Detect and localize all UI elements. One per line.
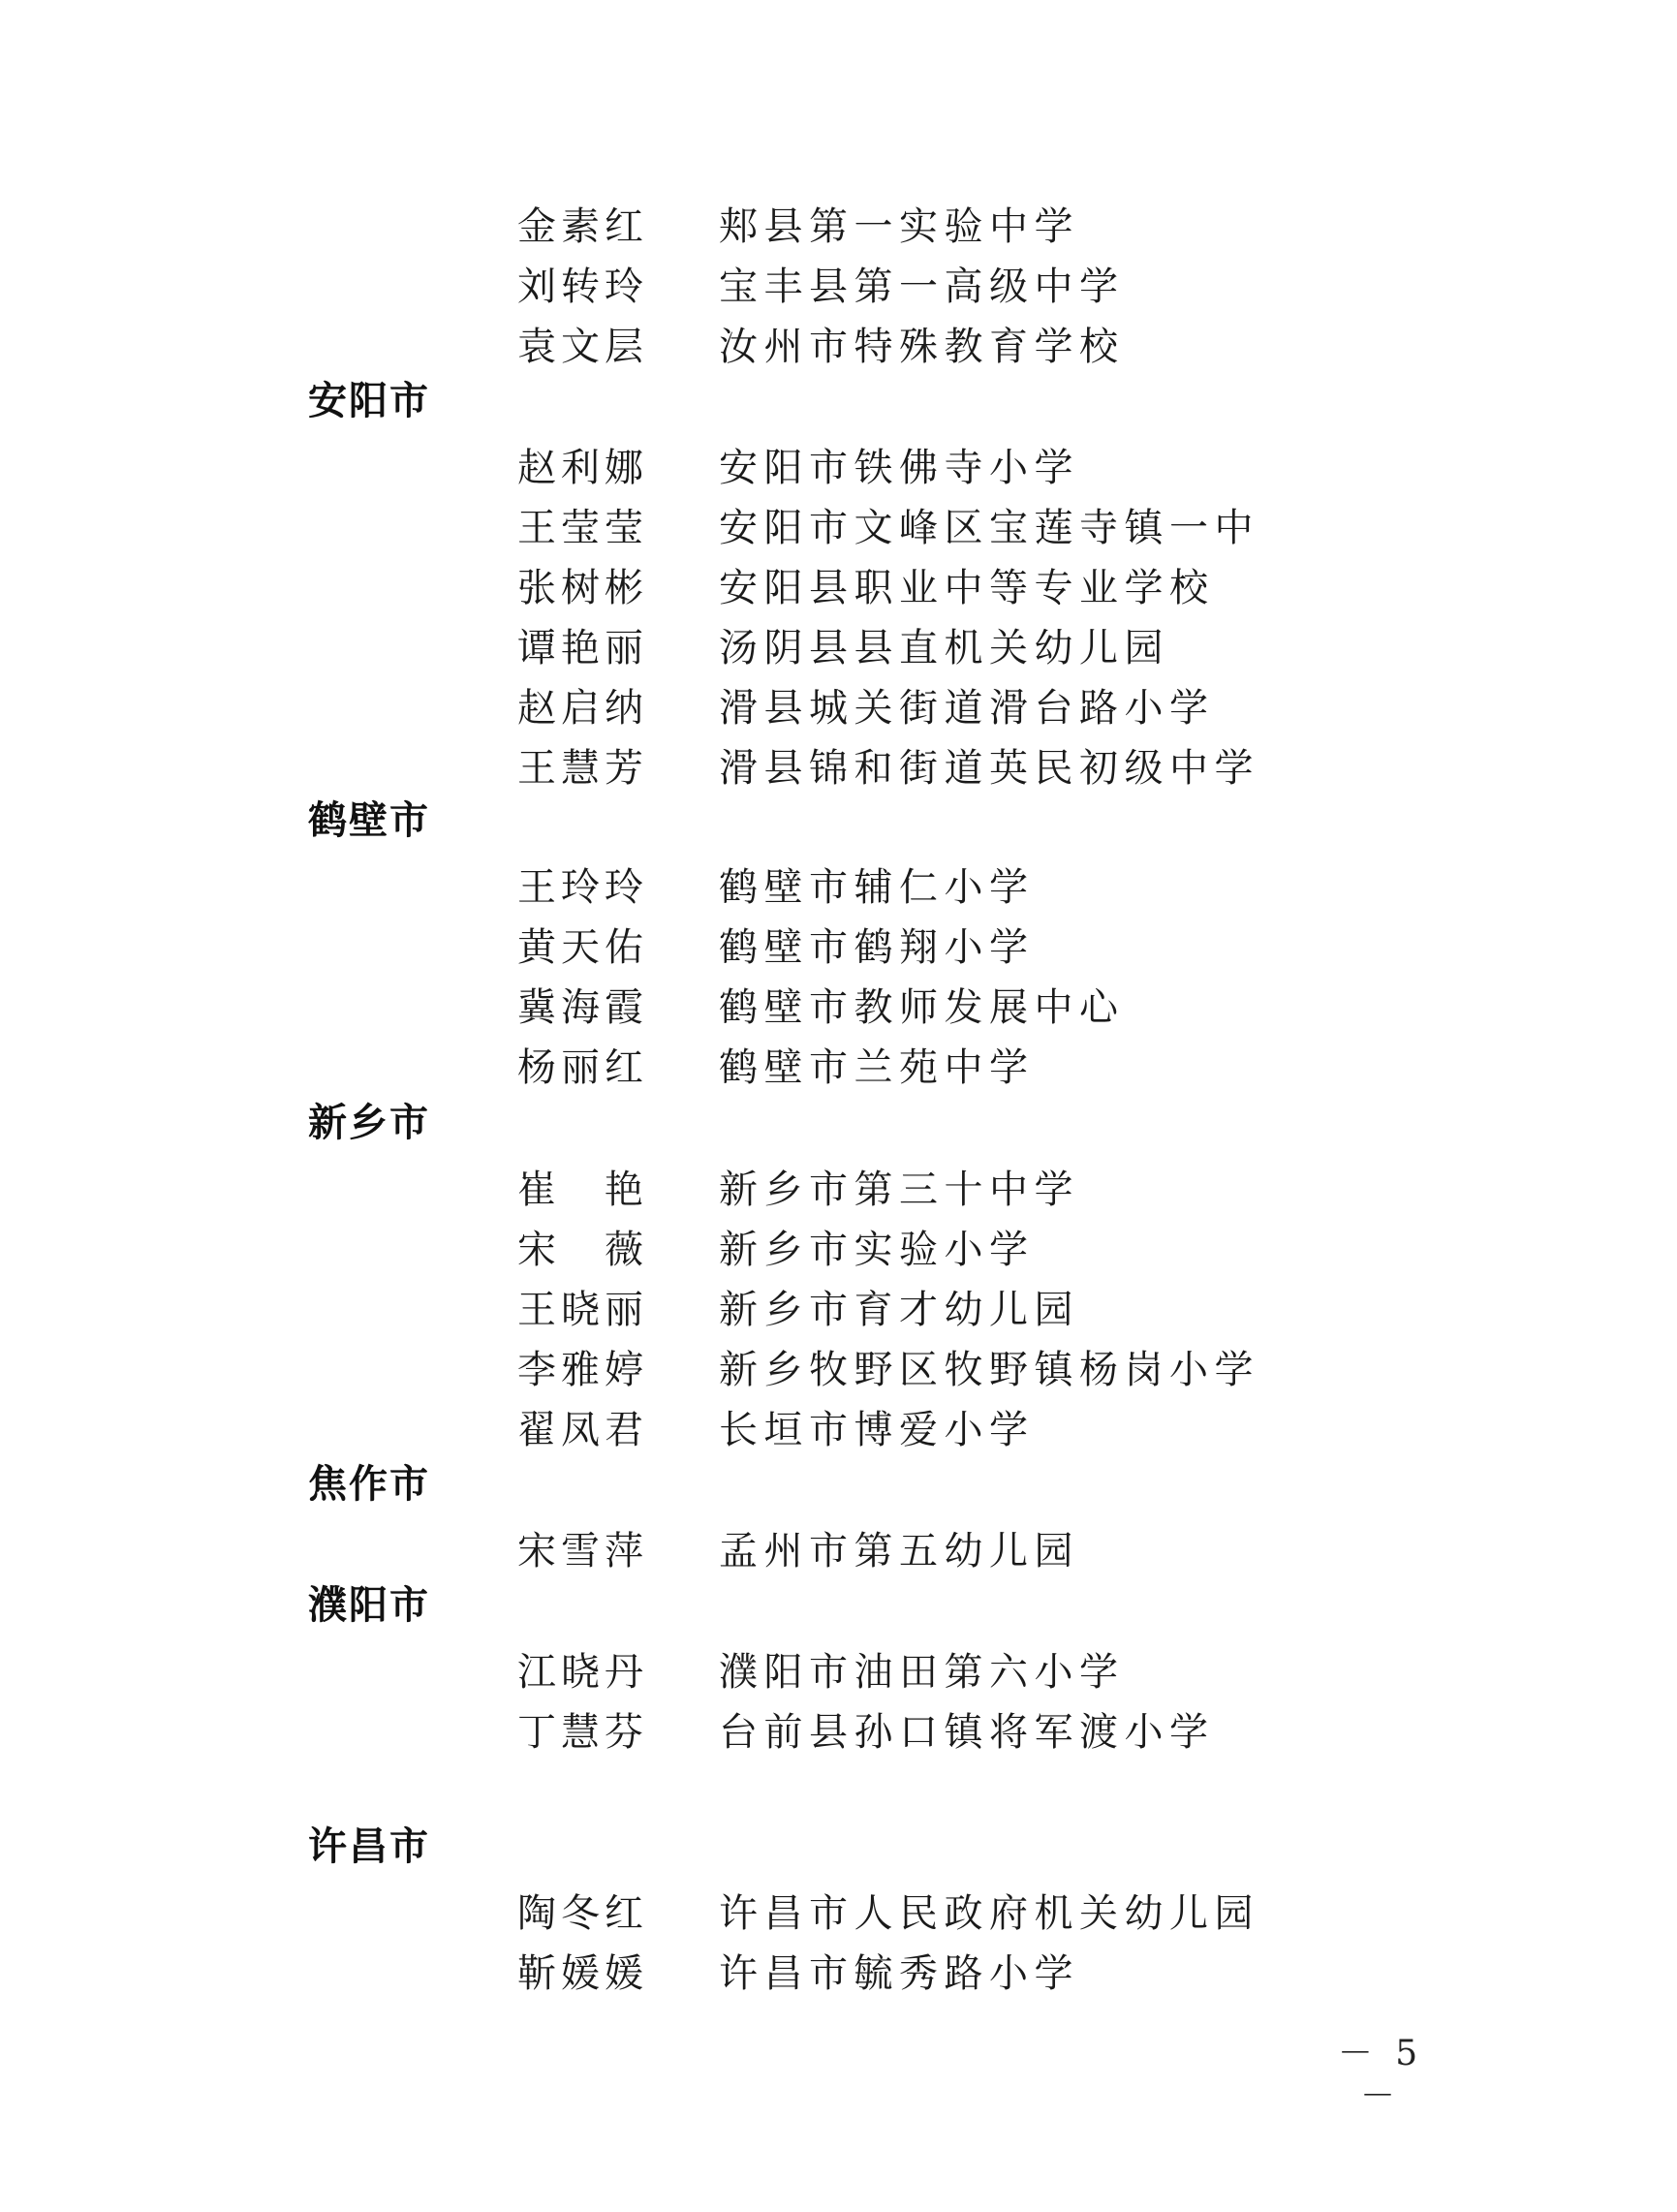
- school-name: 濮阳市油田第六小学: [719, 1650, 1125, 1695]
- person-name: 丁慧芬: [517, 1710, 643, 1755]
- city-heading: 焦作市: [308, 1462, 430, 1507]
- person-name: 谭艳丽: [517, 626, 643, 670]
- person-name: 江晓丹: [517, 1650, 643, 1695]
- school-name: 滑县城关街道滑台路小学: [719, 686, 1215, 731]
- city-heading: 许昌市: [308, 1824, 430, 1869]
- school-name: 宝丰县第一高级中学: [719, 265, 1125, 309]
- person-name: 王玲玲: [517, 865, 643, 910]
- person-name: 王莹莹: [517, 506, 643, 550]
- person-name: 陶冬红: [517, 1891, 643, 1936]
- person-name: 王慧芳: [517, 746, 643, 791]
- school-name: 滑县锦和街道英民初级中学: [719, 746, 1259, 791]
- person-name: 崔艳: [517, 1168, 643, 1212]
- person-name: 宋薇: [517, 1228, 643, 1272]
- page-number: － 5 －: [1337, 2034, 1424, 2116]
- school-name: 新乡市育才幼儿园: [719, 1288, 1079, 1332]
- city-heading: 鹤壁市: [308, 798, 430, 843]
- person-name: 王晓丽: [517, 1288, 643, 1332]
- school-name: 台前县孙口镇将军渡小学: [719, 1710, 1215, 1755]
- person-name: 李雅婷: [517, 1348, 643, 1392]
- school-name: 鹤壁市鹤翔小学: [719, 925, 1035, 970]
- person-name: 杨丽红: [517, 1045, 643, 1090]
- school-name: 新乡牧野区牧野镇杨岗小学: [719, 1348, 1259, 1392]
- person-name: 刘转玲: [517, 265, 643, 309]
- person-name: 金素红: [517, 204, 643, 249]
- school-name: 鹤壁市辅仁小学: [719, 865, 1035, 910]
- city-heading: 安阳市: [308, 379, 430, 423]
- school-name: 郏县第一实验中学: [719, 204, 1079, 249]
- person-name: 宋雪萍: [517, 1529, 643, 1573]
- school-name: 新乡市第三十中学: [719, 1168, 1079, 1212]
- person-name: 赵启纳: [517, 686, 643, 731]
- school-name: 安阳市铁佛寺小学: [719, 446, 1079, 490]
- person-name: 张树彬: [517, 566, 643, 610]
- school-name: 安阳市文峰区宝莲寺镇一中: [719, 506, 1259, 550]
- school-name: 安阳县职业中等专业学校: [719, 566, 1215, 610]
- person-name: 袁文层: [517, 325, 643, 369]
- person-name: 翟凤君: [517, 1408, 643, 1452]
- school-name: 鹤壁市兰苑中学: [719, 1045, 1035, 1090]
- school-name: 汝州市特殊教育学校: [719, 325, 1125, 369]
- school-name: 汤阴县县直机关幼儿园: [719, 626, 1169, 670]
- school-name: 新乡市实验小学: [719, 1228, 1035, 1272]
- person-name: 黄天佑: [517, 925, 643, 970]
- school-name: 长垣市博爱小学: [719, 1408, 1035, 1452]
- person-name: 靳媛媛: [517, 1951, 643, 1996]
- school-name: 许昌市毓秀路小学: [719, 1951, 1079, 1996]
- school-name: 鹤壁市教师发展中心: [719, 985, 1125, 1030]
- city-heading: 濮阳市: [308, 1583, 430, 1628]
- school-name: 许昌市人民政府机关幼儿园: [719, 1891, 1259, 1936]
- city-heading: 新乡市: [308, 1101, 430, 1145]
- person-name: 冀海霞: [517, 985, 643, 1030]
- person-name: 赵利娜: [517, 446, 643, 490]
- school-name: 孟州市第五幼儿园: [719, 1529, 1079, 1573]
